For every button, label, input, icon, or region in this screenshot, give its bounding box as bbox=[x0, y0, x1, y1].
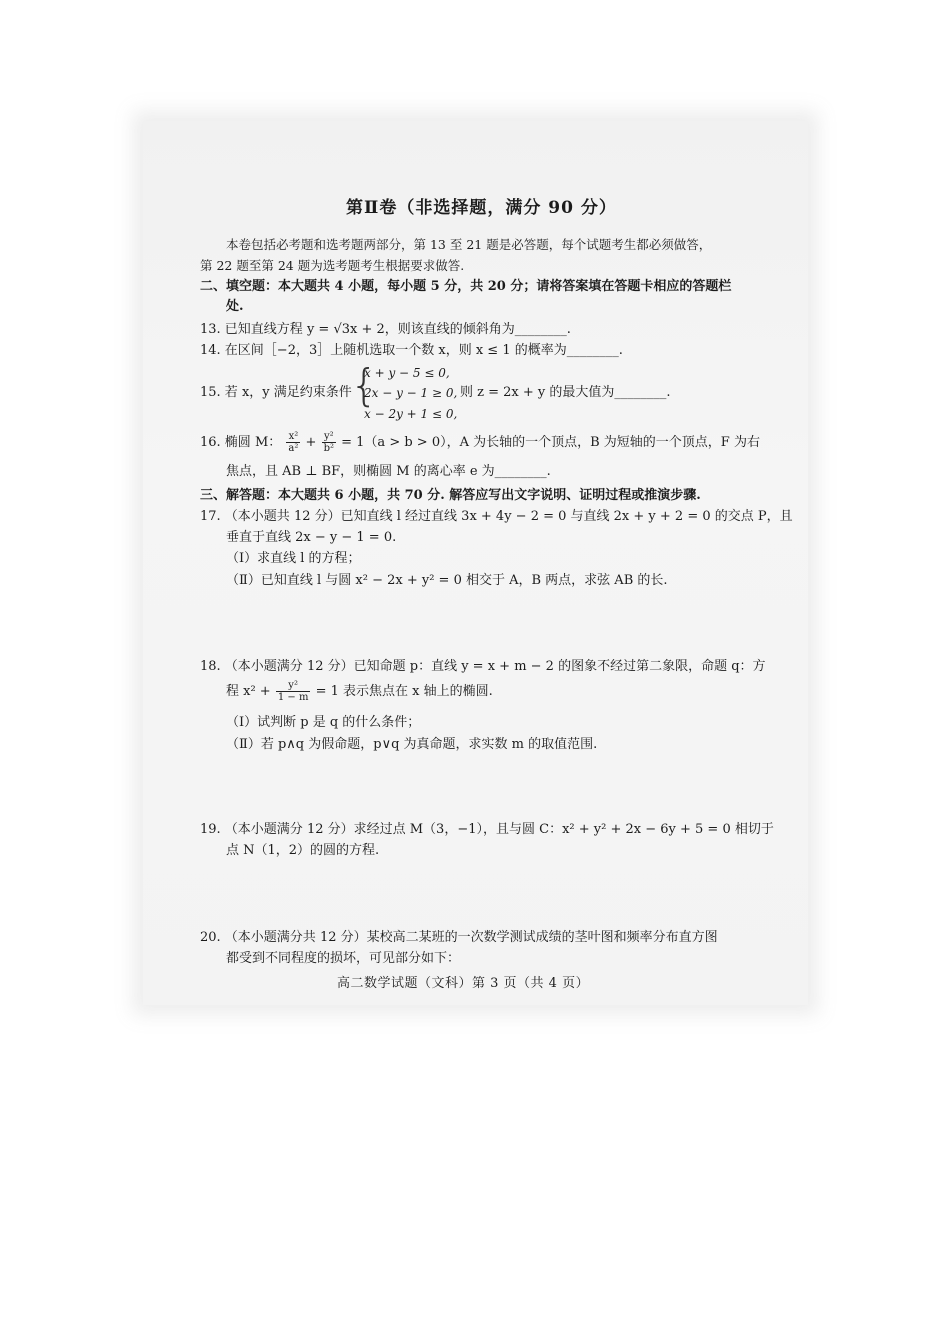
question-17-line-2: 垂直于直线 2x − y − 1 = 0. bbox=[226, 530, 397, 545]
page-footer: 高二数学试题（文科）第 3 页（共 4 页） bbox=[337, 976, 590, 991]
question-17-part-1: （Ⅰ）求直线 l 的方程； bbox=[226, 551, 361, 566]
fraction-denominator: a² bbox=[288, 443, 299, 454]
question-18-line-1: 18. （本小题满分 12 分）已知命题 p：直线 y = x + m − 2 的图象不经过第二象限，命题 q：方 bbox=[200, 659, 766, 674]
question-16-line-1 bbox=[200, 430, 760, 456]
question-18-line-2-prefix: 程 x² + bbox=[226, 684, 271, 699]
fraction-denominator: 1 − m bbox=[277, 692, 309, 703]
question-16-line-2: 焦点，且 AB ⊥ BF，则椭圆 M 的离心率 e 为________. bbox=[226, 464, 551, 479]
constraint-1: x + y − 5 ≤ 0, bbox=[364, 366, 450, 380]
section-title: 第Ⅱ卷（非选择题，满分 90 分） bbox=[346, 198, 617, 218]
fraction-numerator: y² bbox=[276, 680, 311, 692]
plus-sign: + bbox=[305, 435, 317, 450]
fraction-numerator: x² bbox=[286, 431, 300, 443]
question-18-line-2 bbox=[226, 679, 493, 705]
question-16-prefix: 16. 椭圆 M： bbox=[200, 435, 282, 450]
question-15-prefix: 15. 若 x，y 满足约束条件 bbox=[200, 385, 352, 400]
question-19-line-1: 19. （本小题满分 12 分）求经过点 M（3，−1），且与圆 C：x² + y² + 2x − 6y + 5 = 0 相切于 bbox=[200, 822, 774, 837]
fraction-x-over-a bbox=[286, 431, 300, 454]
question-18-part-1: （Ⅰ）试判断 p 是 q 的什么条件； bbox=[226, 715, 421, 730]
constraint-2: 2x − y − 1 ≥ 0, bbox=[364, 386, 458, 400]
question-15-suffix: 则 z = 2x + y 的最大值为________. bbox=[460, 385, 671, 400]
question-20-line-2: 都受到不同程度的损坏，可见部分如下： bbox=[226, 951, 461, 966]
question-19-line-2: 点 N（1，2）的圆的方程. bbox=[226, 843, 380, 858]
question-17-line-1: 17. （本小题共 12 分）已知直线 l 经过直线 3x + 4y − 2 = 0 与直线 2x + y + 2 = 0 的交点 P，且 bbox=[200, 509, 793, 524]
intro-text-line-2: 第 22 题至第 24 题为选考题考生根据要求做答. bbox=[200, 258, 465, 273]
question-17-part-2: （Ⅱ）已知直线 l 与圆 x² − 2x + y² = 0 相交于 A，B 两点，求弦 AB 的长. bbox=[226, 573, 668, 588]
fill-in-heading-line-2: 处. bbox=[226, 299, 244, 314]
question-18-line-2-suffix: = 1 表示焦点在 x 轴上的椭圆. bbox=[315, 684, 493, 699]
fraction-numerator: y² bbox=[322, 431, 336, 443]
constraint-3: x − 2y + 1 ≤ 0, bbox=[364, 407, 458, 421]
question-13: 13. 已知直线方程 y = √3x + 2，则该直线的倾斜角为________. bbox=[200, 322, 571, 337]
question-16-suffix: = 1（a > b > 0），A 为长轴的一个顶点，B 为短轴的一个顶点，F 为右 bbox=[341, 435, 760, 450]
fraction-y-over-1-minus-m bbox=[276, 680, 311, 703]
question-20-line-1: 20. （本小题满分共 12 分）某校高二某班的一次数学测试成绩的茎叶图和频率分布直方图 bbox=[200, 930, 718, 945]
fill-in-heading-line-1: 二、填空题：本大题共 4 小题，每小题 5 分，共 20 分；请将答案填在答题卡相应的答题栏 bbox=[200, 279, 732, 294]
question-14: 14. 在区间［−2，3］上随机选取一个数 x，则 x ≤ 1 的概率为________. bbox=[200, 343, 623, 358]
brace-symbol: { bbox=[350, 360, 378, 411]
fraction-denominator: b² bbox=[323, 443, 334, 454]
fraction-y-over-b bbox=[322, 431, 336, 454]
question-18-part-2: （Ⅱ）若 p∧q 为假命题，p∨q 为真命题，求实数 m 的取值范围. bbox=[226, 737, 598, 752]
intro-text-line-1: 本卷包括必考题和选考题两部分，第 13 至 21 题是必答题，每个试题考生都必须做答， bbox=[226, 237, 712, 252]
solution-heading: 三、解答题：本大题共 6 小题，共 70 分. 解答应写出文字说明、证明过程或推演步骤. bbox=[200, 488, 701, 503]
